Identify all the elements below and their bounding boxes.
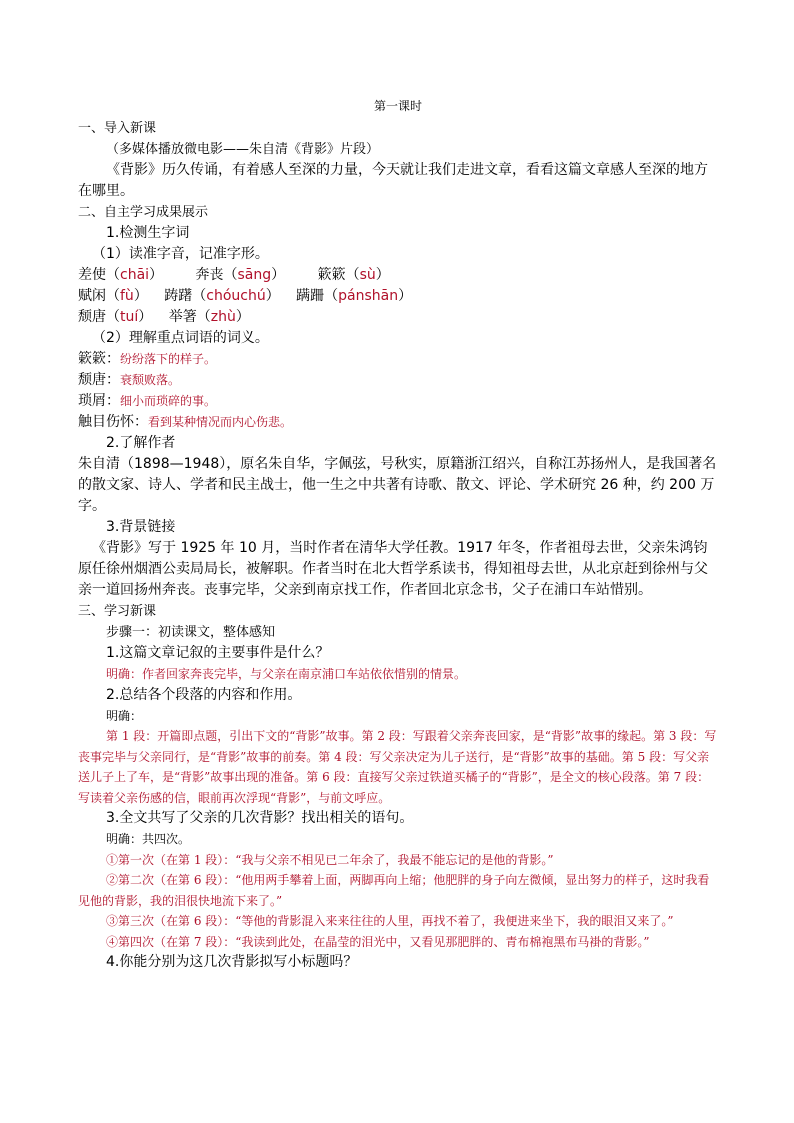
answer-3-text: ②第二次（在第 6 段）：“他用两手攀着上面，两脚再向上缩；他肥胖的身子向左微倾，显出努力的样子，这时我看见他的背影，我的泪很快地流下来了。” (78, 873, 710, 908)
question-3: 3.全文共写了父亲的几次背影？找出相关的语句。 (106, 810, 414, 826)
lesson-title: 第一课时 (373, 99, 422, 113)
definition-row (78, 349, 718, 370)
definition-text: 看到某种情况而内心伤悲。 (148, 415, 293, 429)
answer-2-text: 第 1 段：开篇即点题，引出下文的“背影”故事。第 2 段：写跟着父亲奔丧回家，是“背影”故事的缘起。第 3 段：写丧事完毕与父亲同行，是“背影”故事的前奏。第 4 段：写父亲决定为儿子送行，是“背影”故事的基础。第 5 段：写父亲送儿子上了车，是“背影”故事出现的准备。第 6 段：直接写父亲过铁道买橘子的“背影”，是全文的核心段落。第 7 段：写读着父亲伤感的信，眼前再次浮现“背影”，与前文呼应。 (78, 729, 717, 805)
vocab-word: 差使 (78, 267, 106, 283)
background-paragraph (78, 538, 718, 601)
question-1: 1.这篇文章记叙的主要事件是什么？ (106, 645, 330, 661)
author-title: 2.了解作者 (106, 435, 176, 451)
definition-term: 触目伤怀： (78, 414, 148, 430)
definition-row (78, 370, 718, 391)
vocab-word: 颓唐 (78, 309, 106, 325)
intro-paragraph (78, 160, 718, 202)
vocab-row-3: 颓唐（tuí） 举箸（zhù） (78, 309, 250, 325)
answer-1 (78, 664, 718, 685)
vocab-pinyin: sāng (237, 267, 272, 283)
author-text: 朱自清（1898—1948），原名朱自华，字佩弦，号秋实，原籍浙江绍兴，自称江苏扬州人，是我国著名的散文家、诗人、学者和民主战士，他一生之中共著有诗歌、散文、评论、学术研究 26 种，约 200 万字。 (78, 456, 717, 514)
answer-3-item (78, 932, 718, 953)
background-title: 3.背景链接 (106, 519, 176, 535)
definition-text: 衰颓败落。 (120, 373, 181, 387)
definition-text: 纷纷落下的样子。 (120, 352, 217, 366)
answer-3-text: ①第一次（在第 1 段）：“我与父亲不相见已二年余了，我最不能忘记的是他的背影。” (106, 852, 554, 867)
answer-3-text: ④第四次（在第 7 段）：“我读到此处，在晶莹的泪光中，又看见那肥胖的、青布棉袍黑布马褂的背影。” (106, 934, 650, 949)
vocab-pinyin: chóuchú (206, 288, 266, 304)
vocab-pinyin: tuí (120, 309, 139, 325)
question-4: 4.你能分别为这几次背影拟写小标题吗？ (106, 954, 358, 970)
definition-row (78, 391, 718, 412)
vocab-word: 簌簌 (317, 267, 346, 283)
video-note: （多媒体播放微电影——朱自清《背影》片段） (106, 142, 380, 157)
intro-text: 《背影》历久传诵，有着感人至深的力量，今天就让我们走进文章，看看这篇文章感人至深的地方在哪里。 (78, 162, 708, 199)
answer-1-text: 明确：作者回家奔丧完毕，与父亲在南京浦口车站依依惜别的情景。 (106, 667, 467, 681)
vocab-row-1: 差使（chāi） 奔丧（sāng） 簌簌（sù） (78, 267, 390, 283)
answer-2-paragraph (78, 726, 718, 808)
answer-3-label: 明确：共四次。 (106, 832, 191, 846)
definition-row (78, 412, 718, 433)
definition-term: 琐屑： (78, 393, 120, 409)
vocab-sub2: （2）理解重点词语的词义。 (92, 330, 269, 346)
vocab-word: 奔丧 (195, 267, 224, 283)
vocab-row-2: 赋闲（fù） 踌躇（chóuchú） 蹒跚（pánshān） (78, 288, 413, 304)
section-2-heading: 二、自主学习成果展示 (78, 205, 209, 220)
answer-3-text: ③第三次（在第 6 段）：“等他的背影混入来来往往的人里，再找不着了，我便进来坐下，我的眼泪又来了。” (106, 914, 674, 928)
answer-3-item (78, 911, 718, 932)
answer-3-item (78, 850, 718, 871)
vocab-pinyin: fù (120, 288, 134, 304)
vocab-pinyin: sù (359, 267, 376, 283)
background-text: 《背影》写于 1925 年 10 月，当时作者在清华大学任教。1917 年冬，作者祖母去世，父亲朱鸿钧原任徐州烟酒公卖局局长，被解职。作者当时在北大哲学系读书，得知祖母去世，从北京赶到徐州与父亲一道回扬州奔丧。丧事完毕，父亲到南京找工作，作者回北京念书，父子在浦口车站惜别。 (78, 540, 708, 598)
answer-2-label: 明确： (106, 708, 143, 723)
vocab-title: 1.检测生字词 (106, 225, 190, 241)
vocab-pinyin: pánshān (338, 288, 399, 304)
vocab-sub1: （1）读准字音，记准字形。 (92, 246, 269, 262)
vocab-pinyin: zhù (210, 309, 236, 325)
section-1-heading: 一、导入新课 (78, 121, 157, 136)
vocab-word: 赋闲 (78, 288, 106, 304)
document-page (78, 96, 718, 973)
question-2: 2.总结各个段落的内容和作用。 (106, 686, 302, 703)
definition-term: 颓唐： (78, 372, 120, 388)
vocab-word: 踌躇 (164, 288, 193, 304)
vocab-pinyin: chāi (120, 267, 150, 283)
step-title: 步骤一：初读课文，整体感知 (106, 625, 276, 640)
section-3-heading: 三、学习新课 (78, 604, 157, 619)
vocab-word: 举箸 (168, 309, 197, 325)
definition-text: 细小而琐碎的事。 (120, 394, 217, 408)
answer-3-item (78, 870, 718, 911)
vocab-word: 蹒跚 (296, 288, 325, 304)
definition-term: 簌簌： (78, 351, 120, 367)
